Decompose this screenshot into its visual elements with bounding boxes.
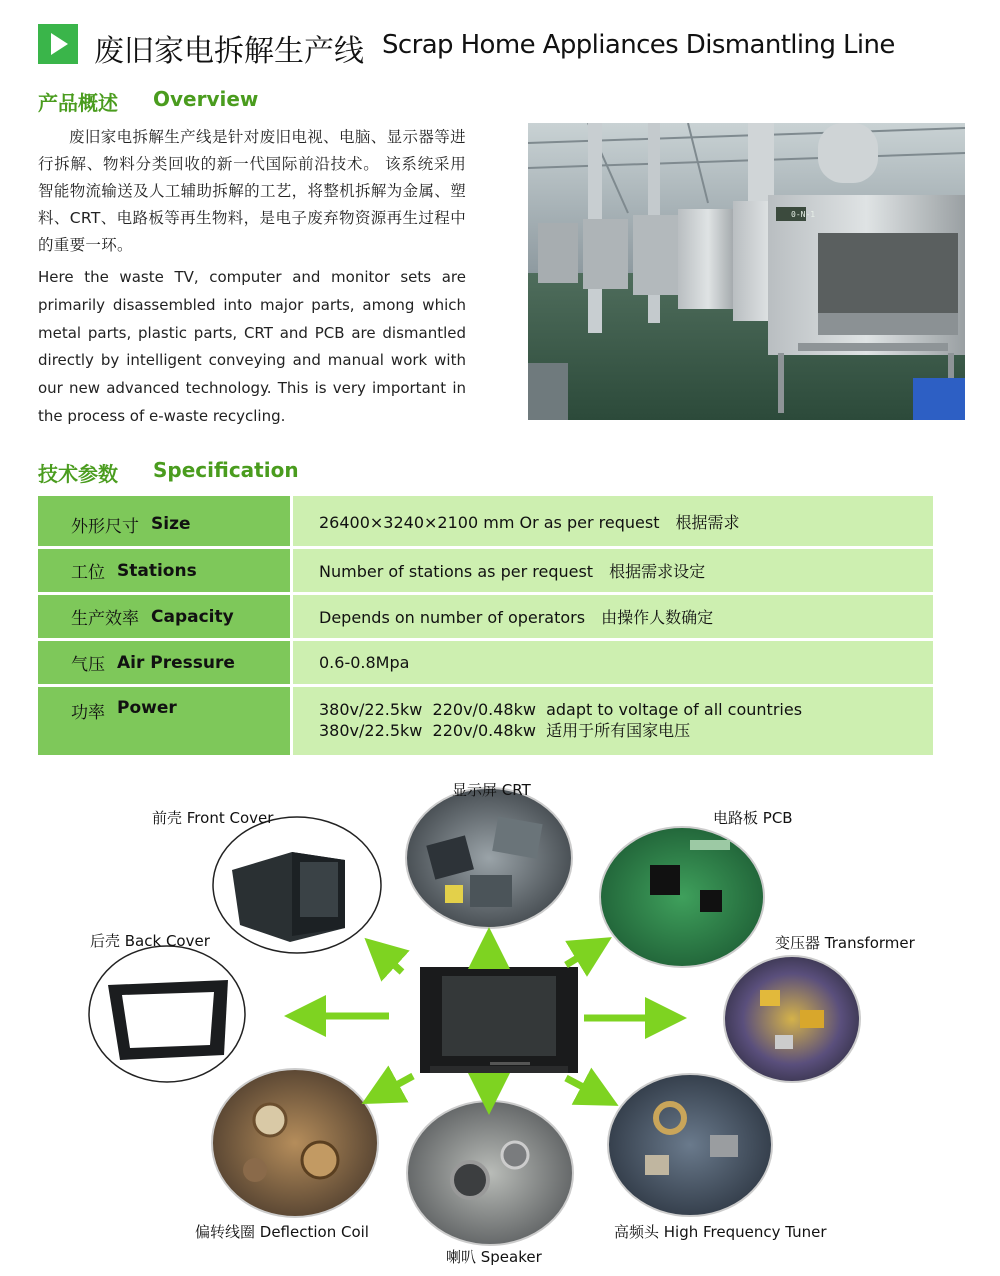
overview-text-cn: 废旧家电拆解生产线是针对废旧电视、电脑、显示器等进行拆解、物料分类回收的新一代国际前沿技术。 该系统采用智能物流输送及人工辅助拆解的工艺，将整机拆解为金属、塑料、CRT、电路板等再生物料，是电子废弃物资源再生过程中的重要一环。: [38, 128, 466, 254]
caption-crt: 显示屏 CRT: [452, 781, 531, 799]
front-cover-image: [213, 817, 381, 953]
spec-heading-en: Specification: [153, 458, 299, 482]
spec-value-en: 380v/22.5kw 220v/0.48kw adapt to voltage of all countries: [319, 700, 803, 719]
spec-heading-cn: 技术参数: [38, 462, 118, 486]
spec-label-en: Air Pressure: [117, 652, 235, 673]
spec-row-air-pressure: [38, 641, 933, 687]
spec-label-en: Capacity: [151, 606, 234, 627]
page-title-en: Scrap Home Appliances Dismantling Line: [382, 30, 895, 60]
back-cover-image: [89, 946, 245, 1082]
spec-label: [38, 549, 290, 592]
caption-transformer: 变压器 Transformer: [775, 934, 915, 952]
spec-value: [293, 641, 933, 684]
caption-front-cover: 前壳 Front Cover: [152, 809, 274, 827]
spec-label-cn: 功率: [71, 703, 105, 723]
disassembly-diagram: [0, 760, 1000, 1276]
arrow-deflection-coil: [380, 1076, 413, 1094]
spec-label-cn: 生产效率: [71, 609, 139, 629]
station-sign: 0-N-1: [791, 210, 816, 219]
spec-value-en: 0.6-0.8Mpa: [319, 653, 410, 672]
spec-label: [38, 641, 290, 684]
spec-value-en: Number of stations as per request: [319, 562, 594, 581]
spec-value-en: 26400×3240×2100 mm Or as per request: [319, 512, 660, 532]
spec-value-cn: 380v/22.5kw 220v/0.48kw 适用于所有国家电压: [319, 721, 691, 740]
transformer-image: [724, 956, 860, 1082]
spec-label: [38, 687, 290, 755]
spec-label-en: Power: [117, 698, 177, 718]
production-line-photo: [528, 123, 965, 420]
spec-label-en: Size: [151, 514, 191, 534]
spec-row-capacity: [38, 595, 933, 641]
spec-value-cn: 由操作人数确定: [601, 608, 714, 627]
overview-heading-en: Overview: [153, 87, 259, 111]
speaker-image: [407, 1101, 573, 1245]
spec-value-en: Depends on number of operators: [319, 608, 586, 627]
crt-image: [406, 788, 572, 928]
caption-back-cover: 后壳 Back Cover: [90, 932, 210, 950]
crt-tv-image: [420, 967, 578, 1073]
spec-label-cn: 外形尺寸: [71, 516, 139, 537]
caption-speaker: 喇叭 Speaker: [446, 1248, 542, 1266]
arrow-front-cover: [380, 952, 402, 972]
spec-label: [38, 595, 290, 638]
play-icon: [38, 24, 78, 64]
spec-row-size: [38, 496, 933, 549]
spec-value-cn: 根据需求: [675, 512, 740, 532]
spec-value: [293, 595, 933, 638]
caption-tuner: 高频头 High Frequency Tuner: [614, 1223, 827, 1241]
caption-deflection-coil: 偏转线圈 Deflection Coil: [195, 1223, 369, 1241]
spec-row-stations: [38, 549, 933, 595]
pcb-image: [600, 827, 764, 967]
spec-table: [38, 496, 933, 755]
spec-row-power: [38, 687, 933, 755]
overview-text-en: Here the waste TV, computer and monitor sets are primarily disassembled into major parts, among which metal parts, plastic parts, CRT and PCB are dismantled directly by intelligent conveying and manual work with our new advanced technology. This is very important in the process of e-waste recycling.: [38, 268, 466, 425]
deflection-coil-image: [212, 1069, 378, 1217]
arrow-pcb: [566, 948, 594, 965]
overview-heading-cn: 产品概述: [38, 91, 118, 115]
spec-label-cn: 工位: [71, 563, 105, 583]
spec-value: [293, 496, 933, 546]
page-title-cn: 废旧家电拆解生产线: [94, 34, 364, 69]
spec-value-cn: 根据需求设定: [609, 562, 706, 581]
spec-value: [293, 687, 933, 755]
spec-label-cn: 气压: [71, 655, 105, 675]
spec-value: [293, 549, 933, 592]
caption-pcb: 电路板 PCB: [713, 809, 793, 827]
spec-label-en: Stations: [117, 560, 197, 581]
spec-label: [38, 496, 290, 546]
arrow-tuner: [566, 1078, 600, 1096]
tuner-image: [608, 1074, 772, 1216]
